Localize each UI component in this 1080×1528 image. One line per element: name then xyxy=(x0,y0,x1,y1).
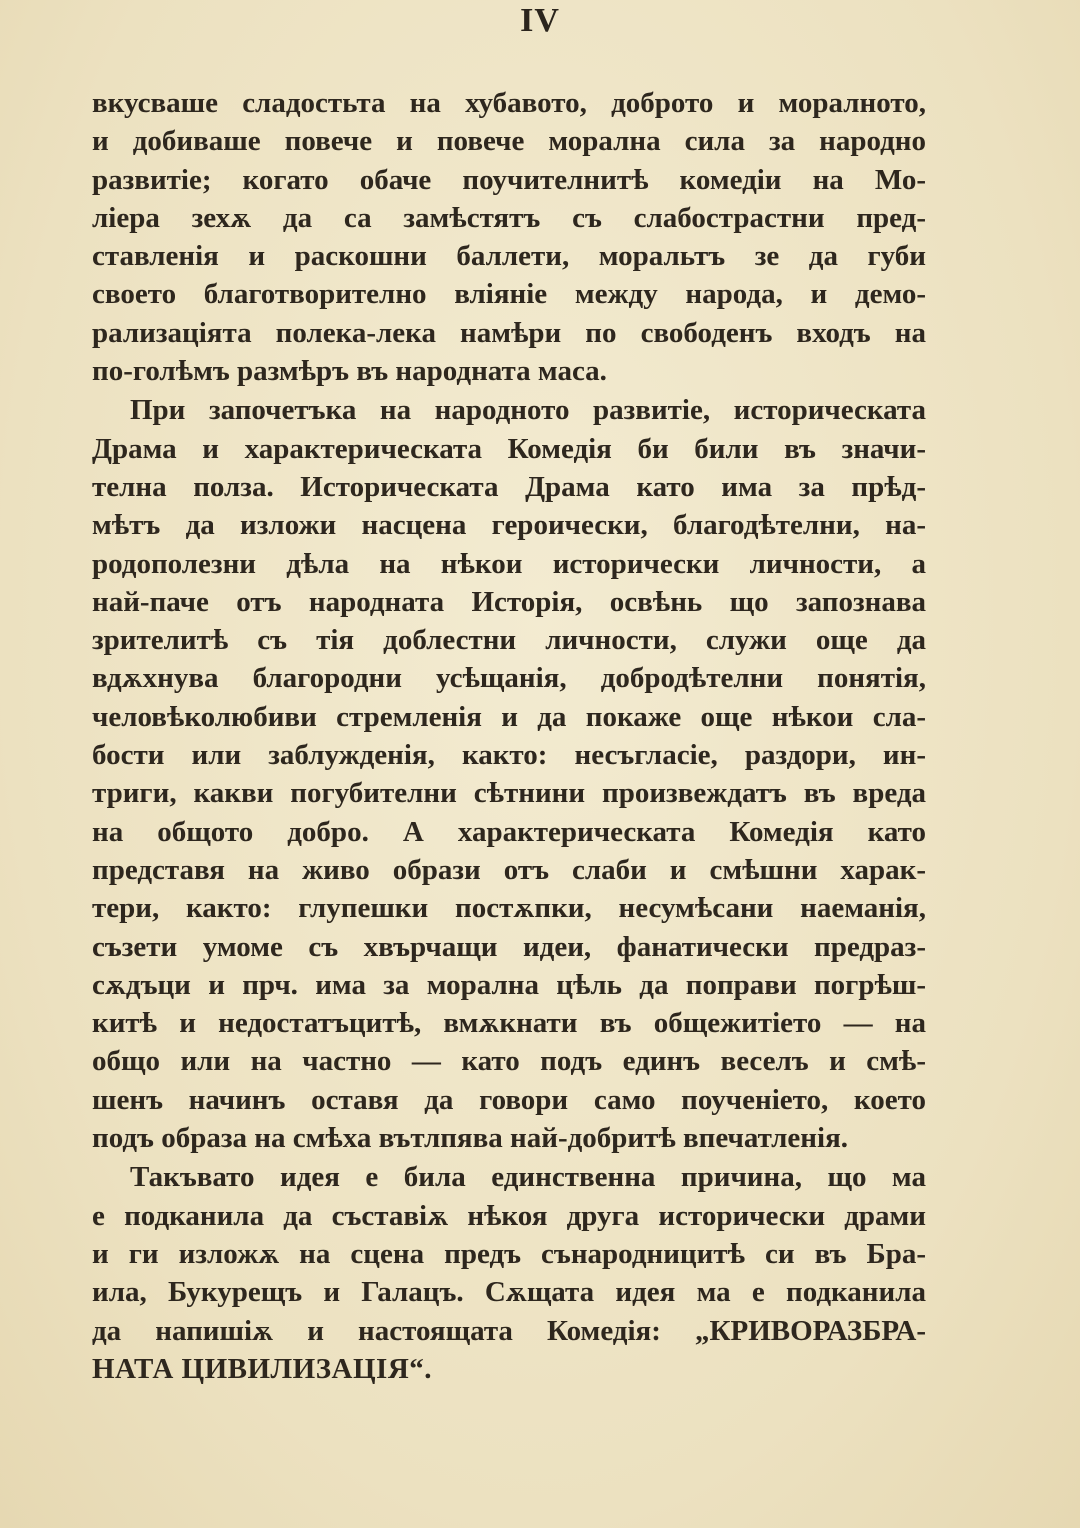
text-line: китѣ и недостатъцитѣ, вмѫкнати въ общежитiето — на xyxy=(92,1007,926,1040)
text-line: шенъ начинъ оставя да говори само поученiето, което xyxy=(92,1083,926,1116)
paragraph xyxy=(92,1158,926,1388)
text-line: да напишiѫ и настоящата Комедiя: „КРИВОРАЗБРА- xyxy=(92,1314,926,1347)
text-line: своето благотворително влiянiе между народа, и демо- xyxy=(92,278,926,311)
page-number: IV xyxy=(520,2,560,39)
text-line: родополезни дѣла на нѣкои исторически личности, а xyxy=(92,547,926,580)
text-line: развитiе; когато обаче поучителнитѣ комедiи на Мо- xyxy=(92,163,926,196)
text-line: представя на живо образи отъ слаби и смѣшни харак- xyxy=(92,853,926,886)
text-line: ставленiя и раскошни баллети, моральтъ зе да губи xyxy=(92,240,926,273)
text-line: ила, Букурещъ и Галацъ. Сѫщата идея ма е подканила xyxy=(92,1276,926,1309)
text-line: съзети умоме съ хвърчащи идеи, фанатически предраз- xyxy=(92,930,926,963)
text-line: лiера зехѫ да са замѣстятъ съ слабострастни пред- xyxy=(92,201,926,234)
text-line: и добиваше повече и повече морална сила за народно xyxy=(92,125,926,158)
text-line: най-паче отъ народната Исторiя, освѣнь що запознава xyxy=(92,585,926,618)
paragraph xyxy=(92,84,926,390)
body-text xyxy=(92,84,926,1388)
text-line: зрителитѣ съ тiя доблестни личности, служи още да xyxy=(92,624,926,657)
text-line: е подканила да съставiѫ нѣкоя друга исторически драми xyxy=(92,1199,926,1232)
text-line: При започетъка на народното развитiе, историческата xyxy=(130,394,926,427)
text-line: НАТА ЦИВИЛИЗАЦIЯ“. xyxy=(92,1352,433,1385)
text-line: Такъвато идея е била единственна причина, що ма xyxy=(130,1161,926,1194)
text-line: и ги изложѫ на сцена предъ сънародницитѣ си въ Бра- xyxy=(92,1237,926,1270)
text-line: по-голѣмъ размѣръ въ народната маса. xyxy=(92,355,607,388)
text-line: сѫдъци и прч. има за морална цѣль да поправи погрѣш- xyxy=(92,968,926,1001)
text-line: телна полза. Историческата Драма като има за прѣд- xyxy=(92,470,926,503)
text-line: тери, както: глупешки постѫпки, несумѣсани наеманiя, xyxy=(92,892,926,925)
text-line: рализацiята полека-лека намѣри по свободенъ входъ на xyxy=(92,316,926,349)
text-line: вдѫхнува благородни усѣщанiя, добродѣтелни понятiя, xyxy=(92,662,926,695)
text-line: подъ образа на смѣха вътлпява най-добритѣ впечатленiя. xyxy=(92,1122,849,1155)
text-line: мѣтъ да изложи насцена героически, благодѣтелни, на- xyxy=(92,509,926,542)
text-line: Драма и характерическата Комедiя би били въ значи- xyxy=(92,432,926,465)
text-line: человѣколюбиви стремленiя и да покаже още нѣкои сла- xyxy=(92,700,926,733)
text-line: на общото добро. А характерическата Комедiя като xyxy=(92,815,926,848)
text-line: общо или на частно — като подъ единъ веселъ и смѣ- xyxy=(92,1045,926,1078)
paragraph xyxy=(92,391,926,1157)
text-line: триги, какви погубителни сѣтнини произвеждатъ въ вреда xyxy=(92,777,926,810)
text-line: бости или заблужденiя, както: несъгласiе, раздори, ин- xyxy=(92,739,926,772)
text-line: вкусваше сладостьта на хубавото, доброто и моралното, xyxy=(92,87,926,119)
